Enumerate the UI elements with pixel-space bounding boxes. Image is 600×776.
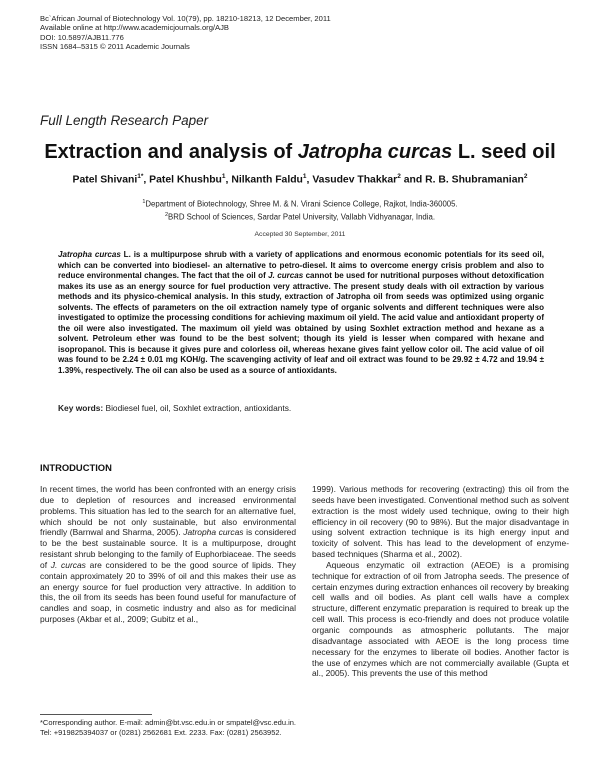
author-name: Nilkanth Faldu [231, 174, 303, 186]
journal-citation: Bc`African Journal of Biotechnology Vol. 10(79), pp. 18210-18213, 12 December, 2011 [40, 14, 331, 23]
journal-doi: DOI: 10.5897/AJB11.776 [40, 32, 124, 42]
author-affil-mark: 1 [221, 173, 226, 180]
section-heading-introduction: INTRODUCTION [40, 462, 112, 473]
affiliation: $^1$Department of Biotechnology, Shree M. & N. Virani Science College, Rajkot, India-360005. [142, 199, 458, 209]
body-column-left [40, 484, 296, 625]
author-list: Patel Shivani$^{1*}$, Patel Khushbu$^1$, Nilkanth Faldu$^1$, Vasudev Thakkar$^2$ and R. B. Shubramanian$^2$ [72, 173, 528, 186]
keywords [58, 403, 544, 413]
body-column-right [312, 484, 569, 679]
body-paragraph: Aqueous enzymatic oil extraction (AEOE) is a promising technique for extraction of oil from Jatropha seeds. The presence of certain enzymes during extraction enhances oil recovery by breaking cell walls and oil bodies. As plant cell walls have a complex structure, different enzymatic preparation is required to break up the cell wall. This process is eco-friendly and does not produce volatile organic compounds as atmospheric pollutants. The major disadvantage associated with AEOE is the long process time necessary for the enzymes to liberate oil bodies. Another factor is the use of enzymes which are not commercially available (Gupta et al., 2005). This prevents the use of this method [312, 559, 569, 679]
body-paragraph: In recent times, the world has been confronted with an energy crisis due to depletion of resources and increased environmental problems. This situation has led to the search for an alternative fuel, which should be not only sustainable, but also environmental friendly (Barnwal and Sharma, 2005). Jatropha curcas is considered to be the best sustainable source. It is a multipurpose, drought resistant shrub belonging to the family of Euphorbiaceae. The seeds of J. curcas are considered to be the good source of lipids. They contain approximately 20 to 39% of oil and this makes their use as an energy source for fuel production very attractive. In addition to this, the oil from its seeds has been found useful for manufacture of candles and soap, in cosmetic industry and also as for medicinal purposes (Akbar et al., 2009; Gubitz et al., [40, 484, 297, 625]
author-name: R. B. Shubramanian [425, 174, 524, 186]
journal-available-link[interactable]: Available online at http://www.academicjournals.org/AJB [40, 23, 229, 33]
title-species: Jatropha curcas [297, 141, 453, 163]
author-affil-mark: 1 [302, 173, 307, 180]
affiliation: $^2$BRD School of Sciences, Sardar Patel University, Vallabh Vidhyanagar, India. [164, 211, 436, 222]
title-post: L. seed oil [452, 141, 556, 163]
author-affil-mark: 1* [137, 173, 144, 180]
title-pre: Extraction and analysis of [44, 141, 298, 163]
affiliations [0, 197, 600, 222]
author-name: Patel Shivani [72, 174, 138, 186]
body-paragraph: 1999). Various methods for recovering (extracting) this oil from the seeds have been investigated. Conventional method such as solvent extraction is the most widely used technique, owing to their high efficiency in oil recovery (90 to 98%). But the major disadvantage in using solvent extraction technique is its high energy input and toxicity of solvent. This has lead to the development of enzyme-based techniques (Sharma et al., 2002). [312, 484, 569, 560]
author-affil-mark: 2 [397, 173, 401, 180]
keywords-text: Biodiesel fuel, oil, Soxhlet extraction, antioxidants. [103, 403, 292, 413]
journal-header [40, 14, 331, 52]
author-name: Vasudev Thakkar [312, 174, 398, 186]
journal-issn: ISSN 1684–5315 © 2011 Academic Journals [40, 42, 190, 52]
keywords-label: Key words: [58, 403, 104, 413]
corresponding-author-footnote: *Corresponding author. E-mail: admin@bt.vsc.edu.in or smpatel@vsc.edu.in. Tel: +919825394037 or (0281) 2562681 Ext. 2233. Fax: (0281) 2563952. [40, 718, 296, 737]
paper-title [0, 141, 600, 164]
abstract: Jatropha curcas L. is a multipurpose shrub with a variety of applications and enormous economic potentials for its seed oil, which can be converted into biodiesel- an alternative to petro-diesel. It aims to overcome energy crisis problem and also to reduce environmental changes. The fact that the oil of J. curcas cannot be used for nutritional purposes without detoxification makes its use as an energy source for fuel production very attractive. The present study deals with oil extraction by various methods and its physico-chemical analysis. In this study, extraction of Jatropha oil from seeds was optimized using organic solvents. The effects of parameters on the oil extraction namely type of organic solvents and different techniques were also investigated to optimize the processing conditions for achieving maximum oil yield. The acid value and antioxidant property of the oil were also investigated. The maximum oil yield was obtained by using Soxhlet extraction method and hexane as a solvent. Petroleum ether was found to be the best solvent; though its yield is lesser when compared with hexane and isopropanol. This is because it gives pure and colorless oil, whereas hexane gives faint yellow color oil. The acid value of oil was found to be 2.24 ± 0.01 mg KOH/g. The scavenging activity of leaf and oil extract was found to be 29.92 ± 4.72 and 19.94 ± 1.39%, respectively. The oil can also be used as a source of antioxidants. [58, 250, 545, 376]
accepted-date: Accepted 30 September, 2011 [254, 231, 346, 238]
author-name: Patel Khushbu [149, 174, 222, 186]
author-affil-mark: 2 [523, 173, 528, 180]
footnote-divider [40, 714, 152, 715]
paper-type: Full Length Research Paper [40, 113, 209, 128]
